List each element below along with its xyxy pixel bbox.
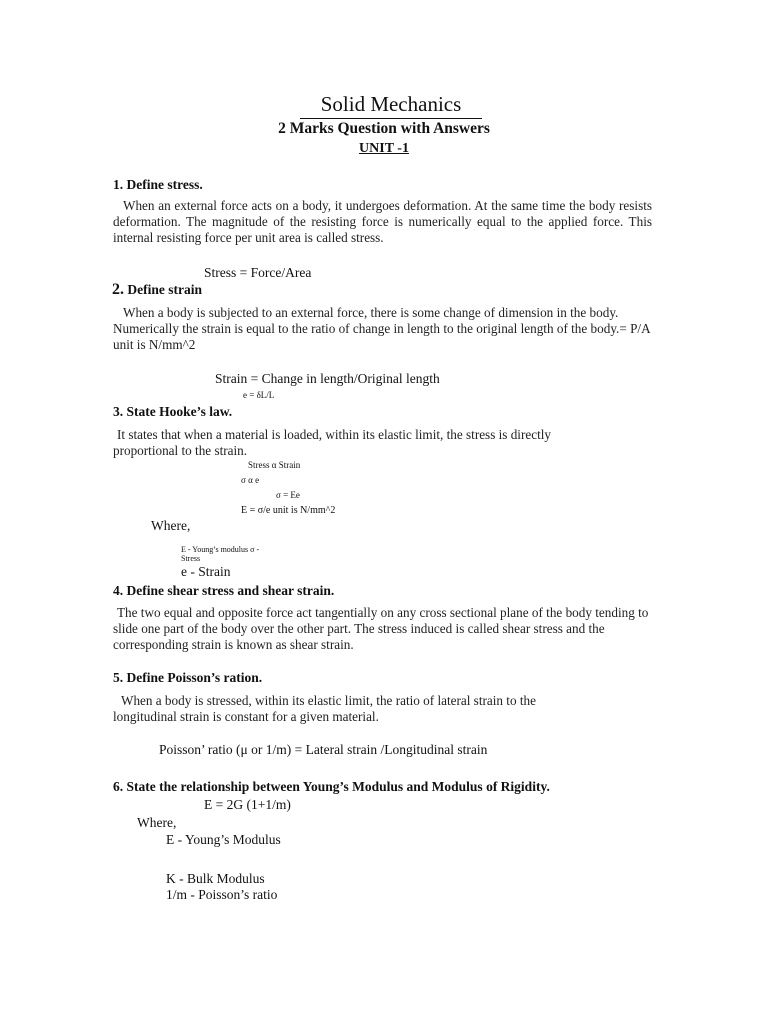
question-1-heading: 1. Define stress.: [113, 177, 203, 192]
question-2-number: 2.: [112, 281, 124, 298]
definition-poissons-ratio: 1/m - Poisson’s ratio: [166, 887, 278, 902]
strain-formula: Strain = Change in length/Original length: [215, 371, 440, 386]
question-5-heading: 5. Define Poisson’s ration.: [113, 670, 263, 685]
hooke-equation: σ = Ee: [276, 490, 300, 500]
document-subtitle: 2 Marks Question with Answers: [278, 120, 490, 137]
question-5-answer: When a body is stressed, within its elastic limit, the ratio of lateral strain to the longitudinal strain is constant for a given material.: [113, 693, 536, 724]
question-3-heading: 3. State Hooke’s law.: [113, 404, 233, 419]
document-title: Solid Mechanics: [300, 92, 482, 119]
stress-formula: Stress = Force/Area: [204, 265, 312, 280]
question-2-title: Define strain: [124, 282, 202, 297]
where-label: Where,: [151, 518, 191, 533]
question-6-heading: 6. State the relationship between Young’s Modulus and Modulus of Rigidity.: [113, 779, 550, 794]
question-4-answer: The two equal and opposite force act tangentially on any cross sectional plane of the body tending to slide one part of the body over the other part. The stress induced is called shear stress and the corresponding strain is known as shear strain.: [113, 605, 649, 652]
definition-youngs-modulus-stress: E - Young’s modulus σ - Stress: [181, 545, 260, 563]
question-4-heading: 4. Define shear stress and shear strain.: [113, 583, 335, 598]
unit-heading: [0, 141, 768, 157]
strain-symbolic-formula: e = δL/L: [243, 390, 275, 400]
poisson-ratio-formula: Poisson’ ratio (μ or 1/m) = Lateral strain /Longitudinal strain: [159, 742, 488, 757]
where-label-2: Where,: [137, 815, 177, 830]
question-3-answer: It states that when a material is loaded, within its elastic limit, the stress is directly proportional to the strain.: [113, 427, 551, 458]
definition-bulk-modulus: K - Bulk Modulus: [166, 871, 265, 886]
definition-youngs-modulus: E - Young’s Modulus: [166, 832, 281, 847]
youngs-modulus-equation: E = σ/e unit is N/mm^2: [241, 505, 336, 516]
question-2-heading: [112, 281, 202, 299]
unit-label: UNIT -1: [359, 141, 409, 156]
hooke-symbolic: σ α e: [241, 475, 260, 485]
hooke-proportionality: Stress α Strain: [248, 460, 301, 470]
definition-strain: e - Strain: [181, 564, 231, 579]
relationship-formula: E = 2G (1+1/m): [204, 797, 291, 812]
question-1-answer: When an external force acts on a body, it undergoes deformation. At the same time the body resists deformation. The magnitude of the resisting force is numerically equal to the applied force. This internal resisting force per unit area is called stress.: [113, 198, 652, 245]
question-2-answer: When a body is subjected to an external force, there is some change of dimension in the body. Numerically the strain is equal to the ratio of change in length to the original length of the body.= P/A unit is N/mm^2: [113, 305, 650, 352]
